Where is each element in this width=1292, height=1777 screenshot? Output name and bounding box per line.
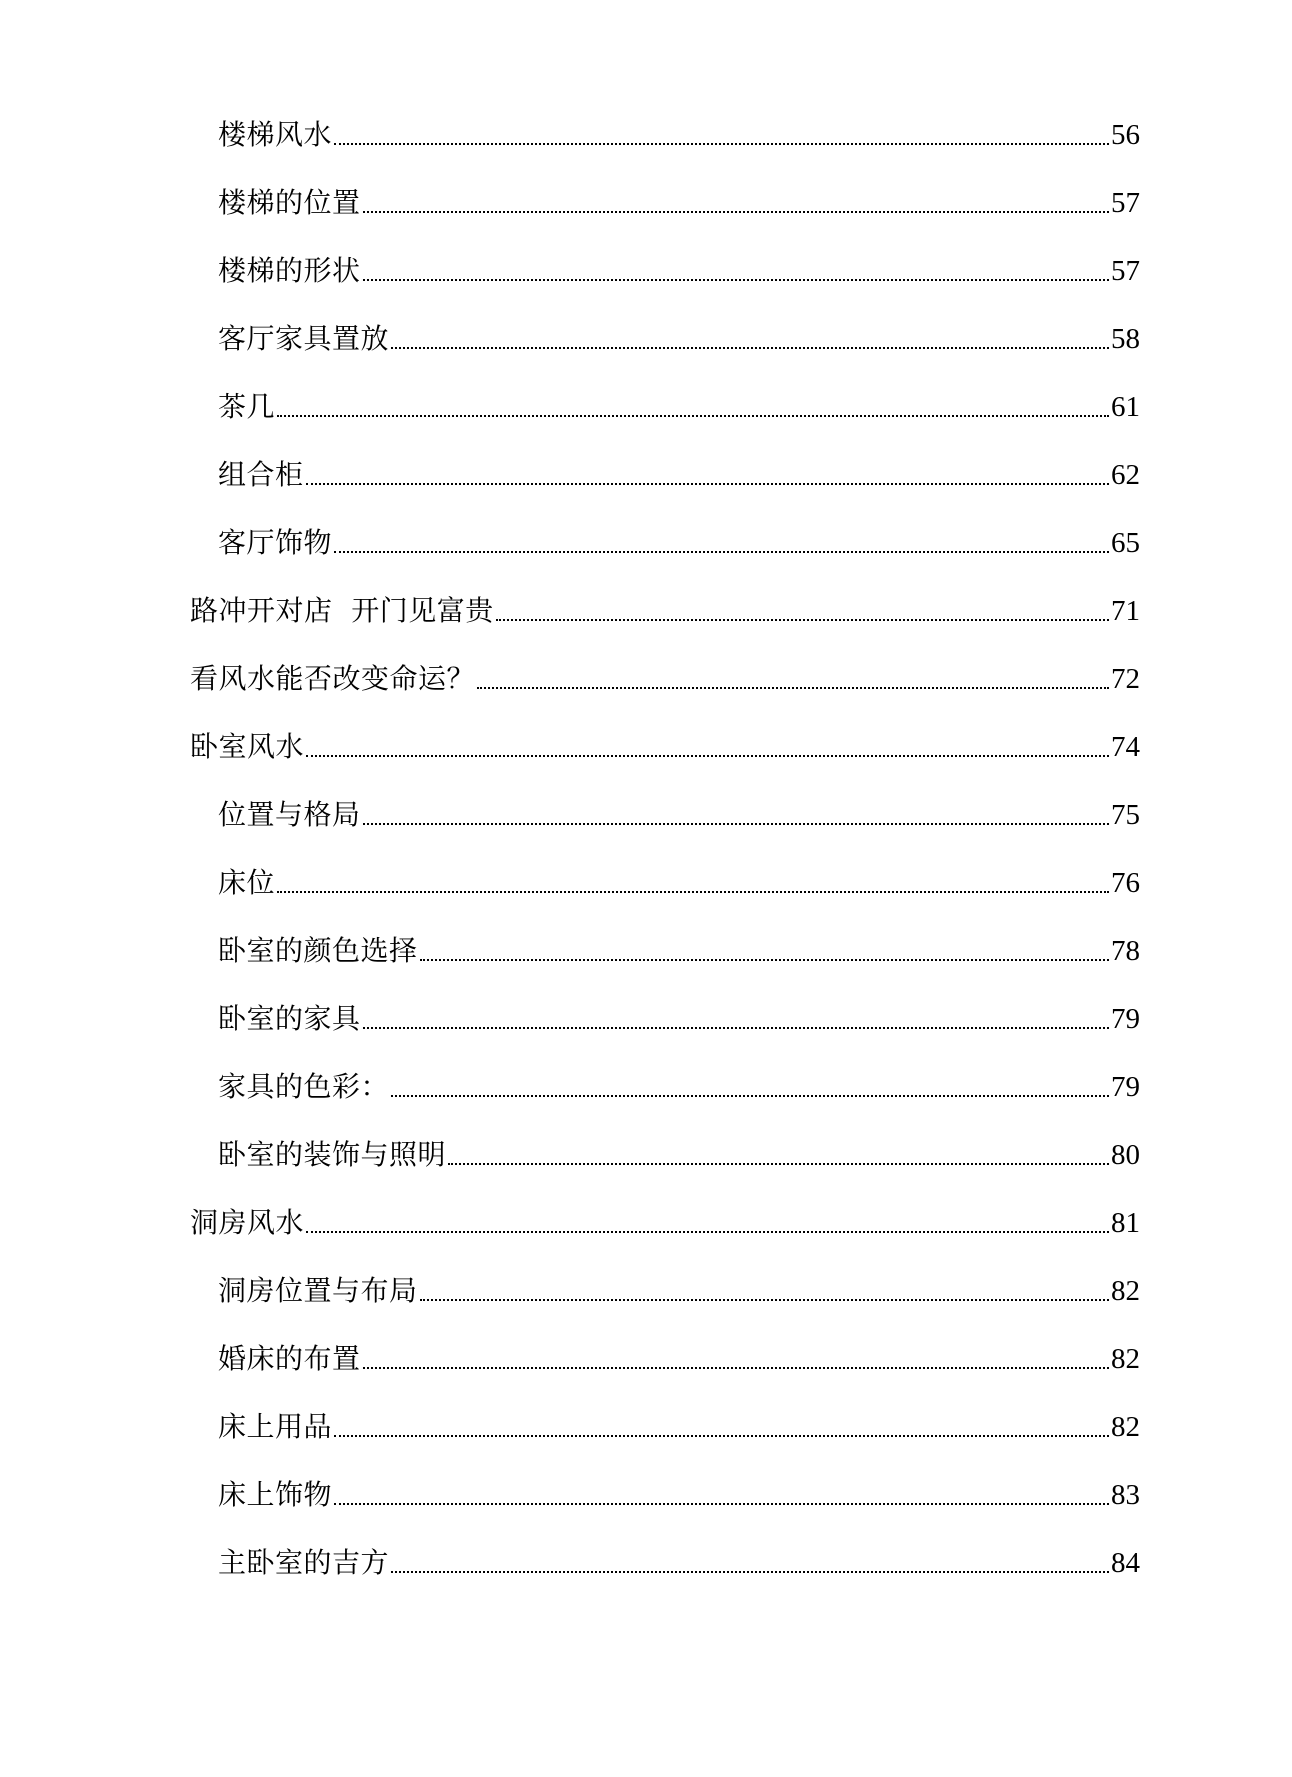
toc-page-number: 78 xyxy=(1111,935,1140,967)
toc-entry[interactable] xyxy=(218,520,1140,560)
toc-entry[interactable] xyxy=(218,316,1140,356)
toc-entry-title: 床上用品 xyxy=(218,1410,333,1443)
toc-dot-leader xyxy=(334,143,1109,145)
toc-entry[interactable] xyxy=(218,928,1140,968)
toc-dot-leader xyxy=(334,551,1109,553)
toc-entry[interactable] xyxy=(218,248,1140,288)
toc-entry[interactable] xyxy=(218,452,1140,492)
toc-entry[interactable] xyxy=(218,1268,1140,1308)
toc-entry-title: 组合柜 xyxy=(218,458,304,491)
toc-dot-leader xyxy=(420,959,1109,961)
toc-entry[interactable] xyxy=(190,724,1140,764)
toc-page-number: 58 xyxy=(1111,323,1140,355)
toc-page-number: 57 xyxy=(1111,187,1140,219)
toc-dot-leader xyxy=(334,1435,1109,1437)
toc-page-number: 82 xyxy=(1111,1343,1140,1375)
toc-entry[interactable] xyxy=(218,860,1140,900)
toc-entry-title: 洞房位置与布局 xyxy=(218,1274,418,1307)
toc-page-number: 74 xyxy=(1111,731,1140,763)
toc-dot-leader xyxy=(363,1027,1109,1029)
toc-page-number: 61 xyxy=(1111,391,1140,423)
toc-entry[interactable] xyxy=(218,180,1140,220)
toc-entry-title: 客厅家具置放 xyxy=(218,322,390,355)
toc-dot-leader xyxy=(420,1299,1109,1301)
toc-page-number: 57 xyxy=(1111,255,1140,287)
toc-page-number: 75 xyxy=(1111,799,1140,831)
toc-entry[interactable] xyxy=(218,996,1140,1036)
toc-entry-title: 家具的色彩： xyxy=(218,1070,390,1103)
toc-entry-title: 卧室的颜色选择 xyxy=(218,934,418,967)
toc-dot-leader xyxy=(496,619,1109,621)
toc-page-number: 76 xyxy=(1111,867,1140,899)
toc-entry[interactable] xyxy=(218,1064,1140,1104)
toc-dot-leader xyxy=(363,1367,1109,1369)
toc-entry[interactable] xyxy=(190,656,1140,696)
toc-entry-title: 床上饰物 xyxy=(218,1478,333,1511)
toc-page-number: 82 xyxy=(1111,1411,1140,1443)
toc-entry-title: 楼梯的位置 xyxy=(218,186,361,219)
toc-entry-title: 楼梯的形状 xyxy=(218,254,361,287)
toc-entry-title: 位置与格局 xyxy=(218,798,361,831)
toc-page-number: 79 xyxy=(1111,1071,1140,1103)
toc-page-number: 81 xyxy=(1111,1207,1140,1239)
toc-entry[interactable] xyxy=(218,1540,1140,1580)
toc-entry[interactable] xyxy=(218,1132,1140,1172)
toc-page-number: 56 xyxy=(1111,119,1140,151)
toc-page-number: 79 xyxy=(1111,1003,1140,1035)
toc-page-number: 72 xyxy=(1111,663,1140,695)
toc-entry[interactable] xyxy=(218,1472,1140,1512)
toc-entry-title: 卧室的装饰与照明 xyxy=(218,1138,447,1171)
toc-dot-leader xyxy=(391,1571,1109,1573)
toc-page-number: 65 xyxy=(1111,527,1140,559)
toc-dot-leader xyxy=(477,687,1109,689)
toc-entry-title: 客厅饰物 xyxy=(218,526,333,559)
toc-dot-leader xyxy=(277,891,1109,893)
toc-entry-title: 卧室风水 xyxy=(190,730,305,763)
toc-dot-leader xyxy=(306,1231,1109,1233)
toc-entry-title: 路冲开对店 开门见富贵 xyxy=(190,594,494,627)
toc-entry-title: 床位 xyxy=(218,866,276,899)
toc-page-number: 84 xyxy=(1111,1547,1140,1579)
toc-page-number: 62 xyxy=(1111,459,1140,491)
toc-entry[interactable] xyxy=(190,1200,1140,1240)
toc-page-number: 82 xyxy=(1111,1275,1140,1307)
toc-page-number: 83 xyxy=(1111,1479,1140,1511)
toc-entry[interactable] xyxy=(190,588,1140,628)
toc-entry[interactable] xyxy=(218,792,1140,832)
toc-entry-title: 主卧室的吉方 xyxy=(218,1546,390,1579)
toc-entry[interactable] xyxy=(218,384,1140,424)
toc-dot-leader xyxy=(334,1503,1109,1505)
toc-entry[interactable] xyxy=(218,1336,1140,1376)
toc-dot-leader xyxy=(391,1095,1109,1097)
toc-dot-leader xyxy=(363,211,1109,213)
toc-entry-title: 茶几 xyxy=(218,390,276,423)
toc-entry[interactable] xyxy=(218,1404,1140,1444)
toc-dot-leader xyxy=(306,483,1109,485)
toc-page-number: 80 xyxy=(1111,1139,1140,1171)
toc-entry[interactable] xyxy=(218,112,1140,152)
toc-dot-leader xyxy=(391,347,1109,349)
toc-entry-title: 婚床的布置 xyxy=(218,1342,361,1375)
toc-entry-title: 楼梯风水 xyxy=(218,118,333,151)
toc-page-number: 71 xyxy=(1111,595,1140,627)
toc-dot-leader xyxy=(363,823,1109,825)
toc-dot-leader xyxy=(306,755,1109,757)
toc-entry-title: 洞房风水 xyxy=(190,1206,305,1239)
toc-entry-title: 卧室的家具 xyxy=(218,1002,361,1035)
toc-dot-leader xyxy=(277,415,1109,417)
toc-dot-leader xyxy=(448,1163,1109,1165)
toc-entry-title: 看风水能否改变命运？ xyxy=(190,662,476,695)
toc-dot-leader xyxy=(363,279,1109,281)
